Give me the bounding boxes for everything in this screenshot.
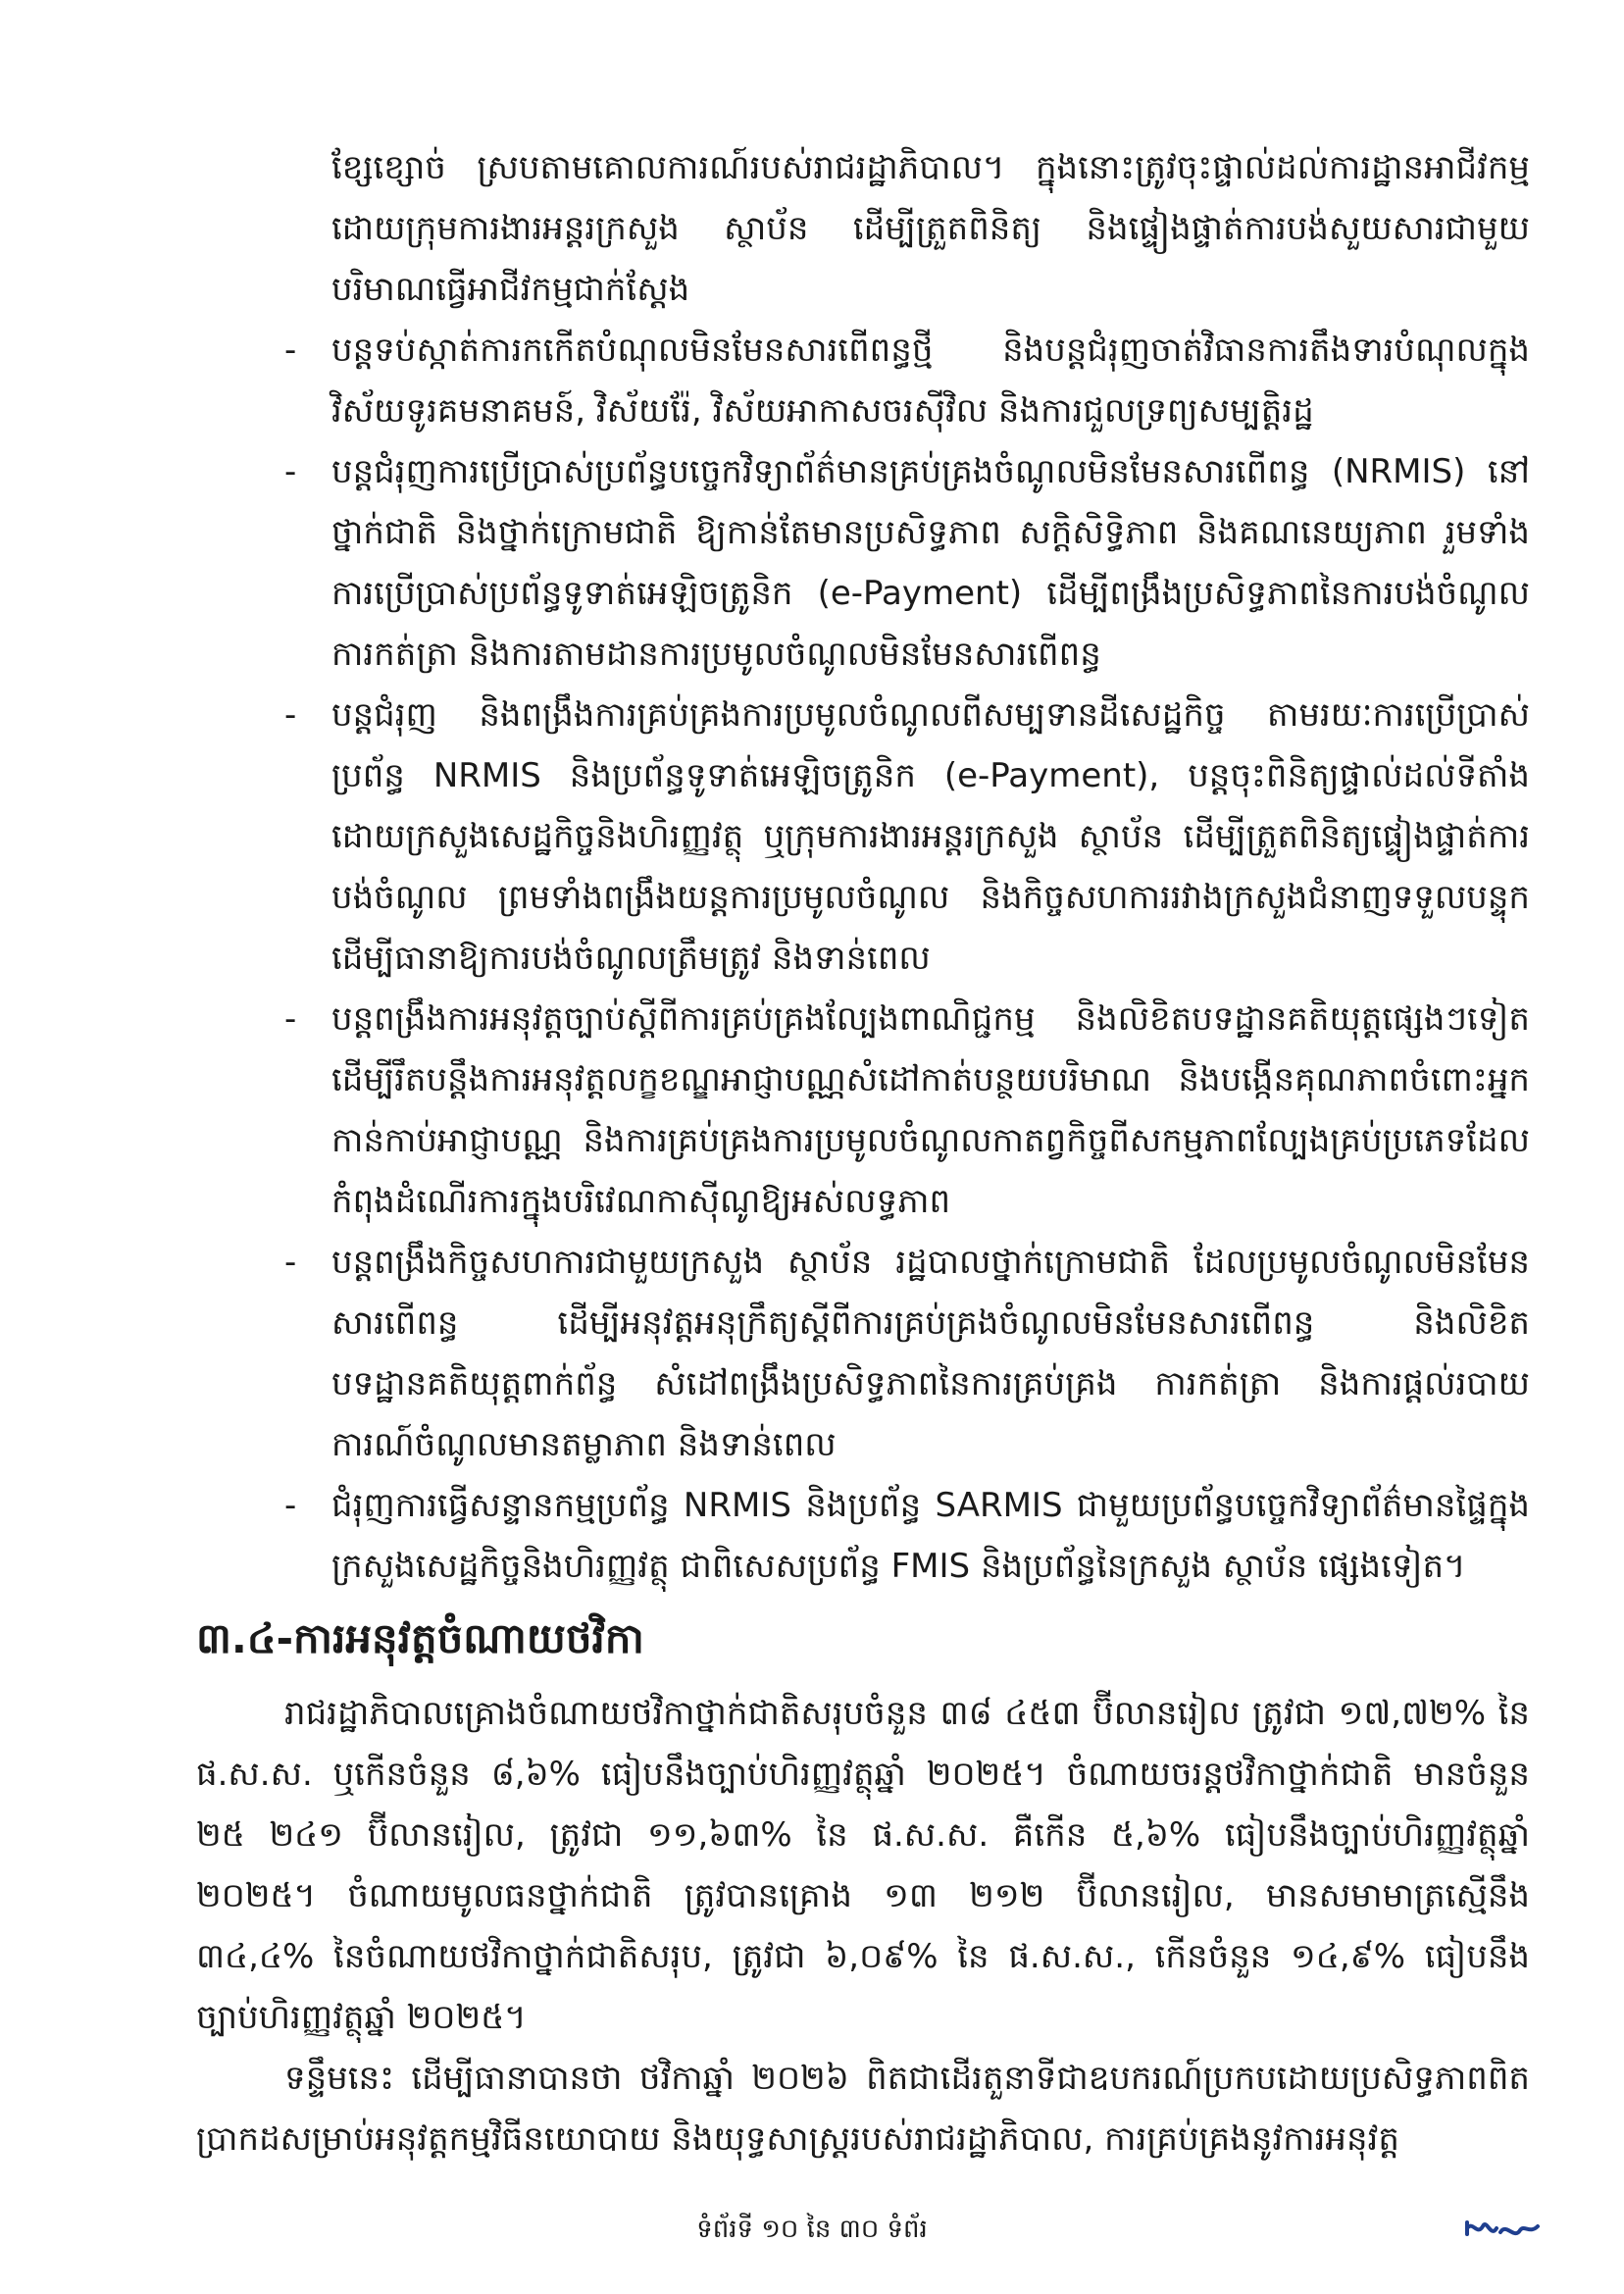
bullet-text: បន្តពង្រឹងការអនុវត្តច្បាប់ស្តីពីការគ្រប់គ្រងល្បែងពាណិជ្ជកម្ម និងលិខិតបទដ្ឋានគតិយុត្តផ្សេងៗទៀត ដើម្បីរឹតបន្តឹងការអនុវត្តលក្ខខណ្ឌអាជ្ញាបណ្ណសំដៅកាត់បន្ថយបរិមាណ និងបង្កើនគុណភាពចំពោះអ្នកកាន់កាប់អាជ្ញាបណ្ណ និងការគ្រប់គ្រងការប្រមូលចំណូលកាតព្វកិច្ចពីសកម្មភាពល្បែងគ្រប់ប្រភេទដែលកំពុងដំណើរការក្នុងបរិវេណកាស៊ីណូឱ្យអស់លទ្ធភាព — [331, 999, 1530, 1221]
bullet-text: បន្តជំរុញ និងពង្រឹងការគ្រប់គ្រងការប្រមូលចំណូលពីសម្បទានដីសេដ្ឋកិច្ច តាមរយៈការប្រើប្រាស់ប្រព័ន្ធ NRMIS និងប្រព័ន្ធទូទាត់អេឡិចត្រូនិក (e-Payment), បន្តចុះពិនិត្យផ្ទាល់ដល់ទីតាំងដោយក្រសួងសេដ្ឋកិច្ចនិងហិរញ្ញវត្ថុ ឬក្រុមការងារអន្តរក្រសួង ស្ថាប័ន ដើម្បីត្រួតពិនិត្យផ្ទៀងផ្ទាត់ការបង់ចំណូល ព្រមទាំងពង្រឹងយន្តការប្រមូលចំណូល និងកិច្ចសហការរវាងក្រសួងជំនាញទទួលបន្ទុក ដើម្បីធានាឱ្យការបង់ចំណូលត្រឹមត្រូវ និងទាន់ពេល — [331, 695, 1530, 978]
handwritten-initials-icon — [1463, 2213, 1542, 2246]
bullet-list — [196, 320, 1530, 1597]
bullet-item — [196, 1475, 1530, 1597]
bullet-dash: - — [284, 1243, 297, 1282]
bullet-dash: - — [284, 452, 297, 491]
bullet-item — [196, 441, 1530, 685]
bullet-text: ជំរុញការធ្វើសន្ទានកម្មប្រព័ន្ធ NRMIS និងប្រព័ន្ធ SARMIS ជាមួយប្រព័ន្ធបច្ចេកវិទ្យាព័ត៌មានផ្ទៃក្នុងក្រសួងសេដ្ឋកិច្ចនិងហិរញ្ញវត្ថុ ជាពិសេសប្រព័ន្ធ FMIS និងប្រព័ន្ធនៃក្រសួង ស្ថាប័ន ផ្សេងទៀត។ — [331, 1486, 1530, 1586]
bullet-item — [196, 989, 1530, 1232]
bullet-item — [196, 685, 1530, 989]
bullet-dash: - — [284, 999, 297, 1039]
page-content — [196, 137, 1530, 2169]
budget-paragraph: រាជរដ្ឋាភិបាលគ្រោងចំណាយថវិកាថ្នាក់ជាតិសរុបចំនួន ៣៨ ៤៥៣ ប៊ីលានរៀល ត្រូវជា ១៧,៧២% នៃ ផ.ស.ស. ឬកើនចំនួន ៨,៦% ធៀបនឹងច្បាប់ហិរញ្ញវត្ថុឆ្នាំ ២០២៥។ ចំណាយចរន្តថវិកាថ្នាក់ជាតិ មានចំនួន ២៥ ២៤១ ប៊ីលានរៀល, ត្រូវជា ១១,៦៣% នៃ ផ.ស.ស. គឺកើន ៥,៦% ធៀបនឹងច្បាប់ហិរញ្ញវត្ថុឆ្នាំ ២០២៥។ ចំណាយមូលធនថ្នាក់ជាតិ ត្រូវបានគ្រោង ១៣ ២១២ ប៊ីលានរៀល, មានសមាមាត្រស្មើនឹង ៣៤,៤% នៃចំណាយថវិកាថ្នាក់ជាតិសរុប, ត្រូវជា ៦,០៩% នៃ ផ.ស.ស., កើនចំនួន ១៤,៩% ធៀបនឹងច្បាប់ហិរញ្ញវត្ថុឆ្នាំ ២០២៥។ — [196, 1694, 1530, 2037]
bullet-dash: - — [284, 331, 297, 370]
bullet-item — [196, 320, 1530, 441]
bullet-text: បន្តទប់ស្កាត់ការកកើតបំណុលមិនមែនសារពើពន្ធថ្មី និងបន្តជំរុញចាត់វិធានការតឹងទារបំណុលក្នុងវិស័យទូរគមនាគមន៍, វិស័យរ៉ែ, វិស័យអាកាសចរស៊ីវិល និងការជួលទ្រព្យសម្បត្តិរដ្ឋ — [331, 331, 1530, 431]
bullet-item — [196, 1232, 1530, 1475]
bullet-text: បន្តជំរុញការប្រើប្រាស់ប្រព័ន្ធបច្ចេកវិទ្យាព័ត៌មានគ្រប់គ្រងចំណូលមិនមែនសារពើពន្ធ (NRMIS) នៅថ្នាក់ជាតិ និងថ្នាក់ក្រោមជាតិ ឱ្យកាន់តែមានប្រសិទ្ធភាព សក្តិសិទ្ធិភាព និងគណនេយ្យភាព រួមទាំងការប្រើប្រាស់ប្រព័ន្ធទូទាត់អេឡិចត្រូនិក (e-Payment) ដើម្បីពង្រឹងប្រសិទ្ធភាពនៃការបង់ចំណូល ការកត់ត្រា និងការតាមដានការប្រមូលចំណូលមិនមែនសារពើពន្ធ — [331, 452, 1530, 674]
bullet-dash: - — [284, 695, 297, 735]
intro-paragraph: ខ្សែខ្សោច់ ស្របតាមគោលការណ៍របស់រាជរដ្ឋាភិបាល។ ក្នុងនោះត្រូវចុះផ្ទាល់ដល់ការដ្ឋានអាជីវកម្មដោយក្រុមការងារអន្តរក្រសួង ស្ថាប័ន ដើម្បីត្រួតពិនិត្យ និងផ្ទៀងផ្ទាត់ការបង់សួយសារជាមួយបរិមាណធ្វើអាជីវកម្មជាក់ស្តែង — [331, 148, 1530, 309]
page-number-footer: ទំព័រទី ១០ នៃ ៣០ ទំព័រ — [696, 2215, 928, 2244]
bullet-dash: - — [284, 1486, 297, 1525]
closing-paragraph: ទន្ទឹមនេះ ដើម្បីធានាបានថា ថវិកាឆ្នាំ ២០២៦ ពិតជាដើរតួនាទីជាឧបករណ៍ប្រកបដោយប្រសិទ្ធភាពពិតប្រាកដសម្រាប់អនុវត្តកម្មវិធីនយោបាយ និងយុទ្ធសាស្ត្ររបស់រាជរដ្ឋាភិបាល, ការគ្រប់គ្រងនូវការអនុវត្ត — [196, 2059, 1530, 2159]
section-heading: ៣.៤-ការអនុវត្តចំណាយថវិកា — [196, 1614, 644, 1662]
bullet-text: បន្តពង្រឹងកិច្ចសហការជាមួយក្រសួង ស្ថាប័ន រដ្ឋបាលថ្នាក់ក្រោមជាតិ ដែលប្រមូលចំណូលមិនមែនសារពើពន្ធ ដើម្បីអនុវត្តអនុក្រឹត្យស្តីពីការគ្រប់គ្រងចំណូលមិនមែនសារពើពន្ធ និងលិខិតបទដ្ឋានគតិយុត្តពាក់ព័ន្ធ សំដៅពង្រឹងប្រសិទ្ធភាពនៃការគ្រប់គ្រង ការកត់ត្រា និងការផ្តល់របាយការណ៍ចំណូលមានតម្លាភាព និងទាន់ពេល — [331, 1243, 1530, 1464]
